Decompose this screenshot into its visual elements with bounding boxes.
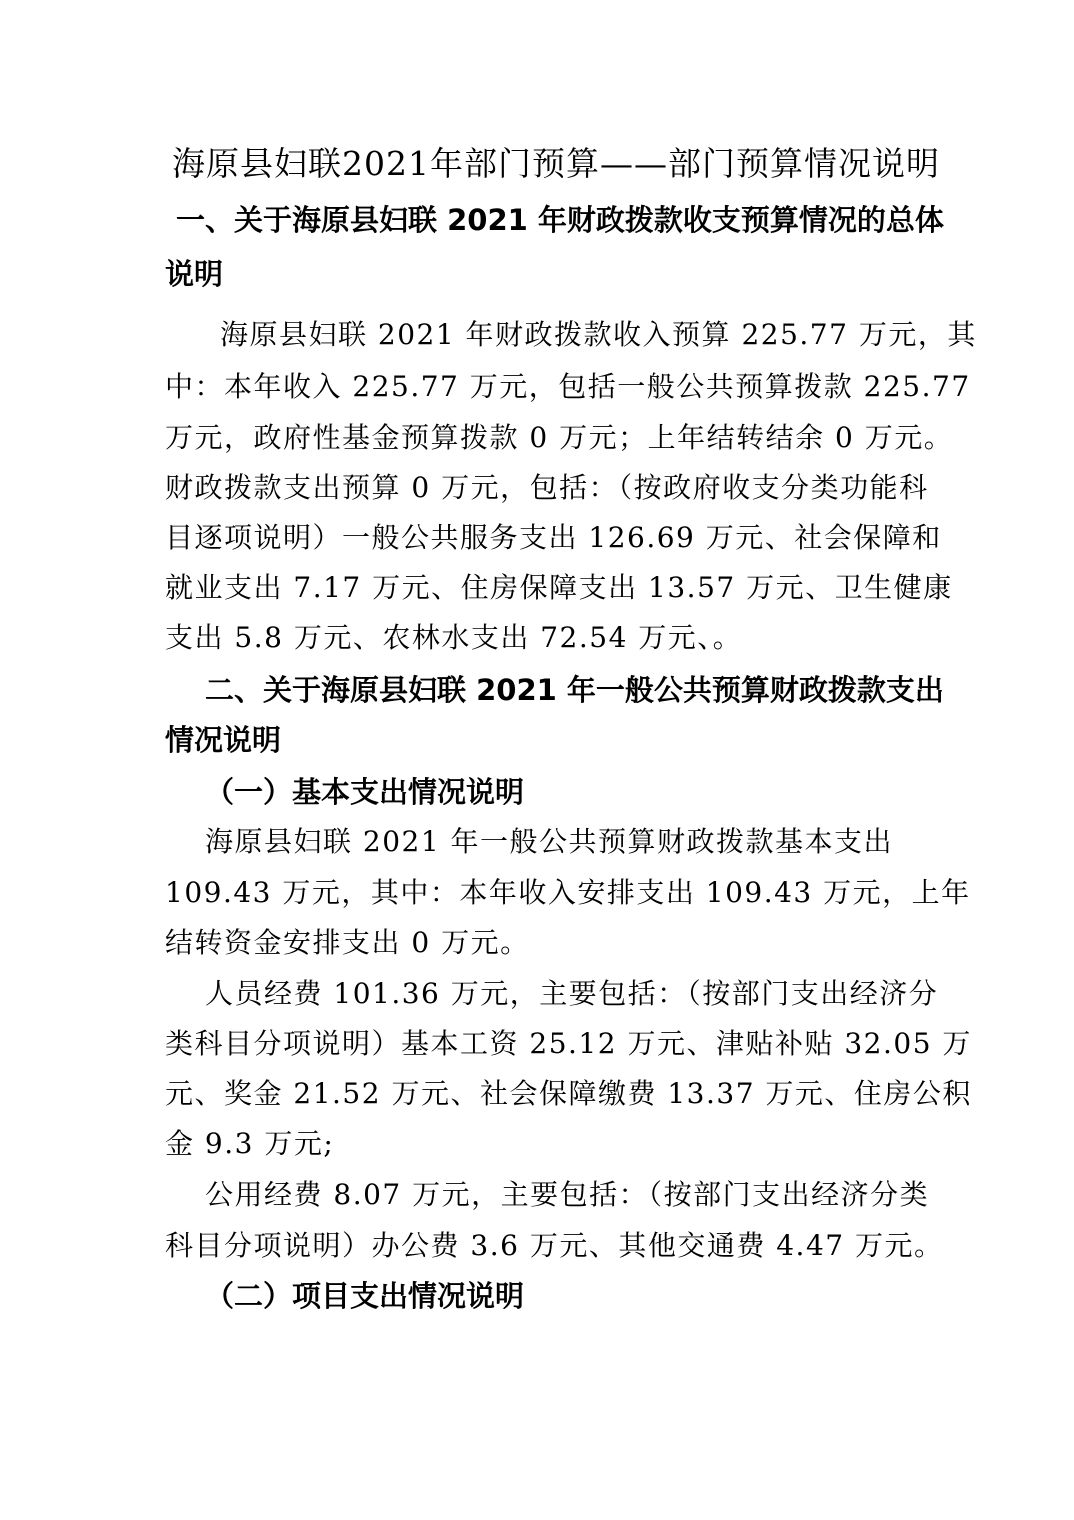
personnel-expense-line-2: 类科目分项说明）基本工资 25.12 万元、津贴补贴 32.05 万 <box>165 1027 972 1060</box>
personnel-expense-line-4: 金 9.3 万元; <box>165 1127 335 1160</box>
basic-expenditure-line-1: 海原县妇联 2021 年一般公共预算财政拨款基本支出 <box>205 825 894 858</box>
personnel-expense-line-1: 人员经费 101.36 万元，主要包括：（按部门支出经济分 <box>205 977 939 1010</box>
basic-expenditure-line-3: 结转资金安排支出 0 万元。 <box>165 926 530 959</box>
section1-paragraph-line-6: 就业支出 7.17 万元、住房保障支出 13.57 万元、卫生健康 <box>165 571 953 604</box>
section1-heading-line-2: 说明 <box>165 257 224 291</box>
public-expense-line-1: 公用经费 8.07 万元，主要包括：（按部门支出经济分类 <box>205 1178 930 1211</box>
basic-expenditure-line-2: 109.43 万元，其中：本年收入安排支出 109.43 万元，上年 <box>165 876 971 909</box>
document-title: 海原县妇联2021年部门预算——部门预算情况说明 <box>172 144 940 183</box>
section1-paragraph-line-3: 万元，政府性基金预算拨款 0 万元；上年结转结余 0 万元。 <box>165 421 954 454</box>
section1-paragraph-line-2: 中：本年收入 225.77 万元，包括一般公共预算拨款 225.77 <box>165 370 971 403</box>
section2-heading-line-1: 二、关于海原县妇联 2021 年一般公共预算财政拨款支出 <box>205 673 944 707</box>
section2-heading-line-2: 情况说明 <box>165 723 282 757</box>
section1-paragraph-line-1: 海原县妇联 2021 年财政拨款收入预算 225.77 万元，其 <box>220 318 977 351</box>
section1-heading-line-1: 一、关于海原县妇联 2021 年财政拨款收支预算情况的总体 <box>176 203 944 237</box>
section1-paragraph-line-7: 支出 5.8 万元、农林水支出 72.54 万元、。 <box>165 621 743 654</box>
section1-paragraph-line-4: 财政拨款支出预算 0 万元，包括：（按政府收支分类功能科 <box>165 471 929 504</box>
subsection-basic-expenditure-heading: （一）基本支出情况说明 <box>205 775 525 809</box>
section1-paragraph-line-5: 目逐项说明）一般公共服务支出 126.69 万元、社会保障和 <box>165 521 942 554</box>
subsection-project-expenditure-heading: （二）项目支出情况说明 <box>205 1279 525 1313</box>
public-expense-line-2: 科目分项说明）办公费 3.6 万元、其他交通费 4.47 万元。 <box>165 1229 944 1262</box>
personnel-expense-line-3: 元、奖金 21.52 万元、社会保障缴费 13.37 万元、住房公积 <box>165 1077 972 1110</box>
